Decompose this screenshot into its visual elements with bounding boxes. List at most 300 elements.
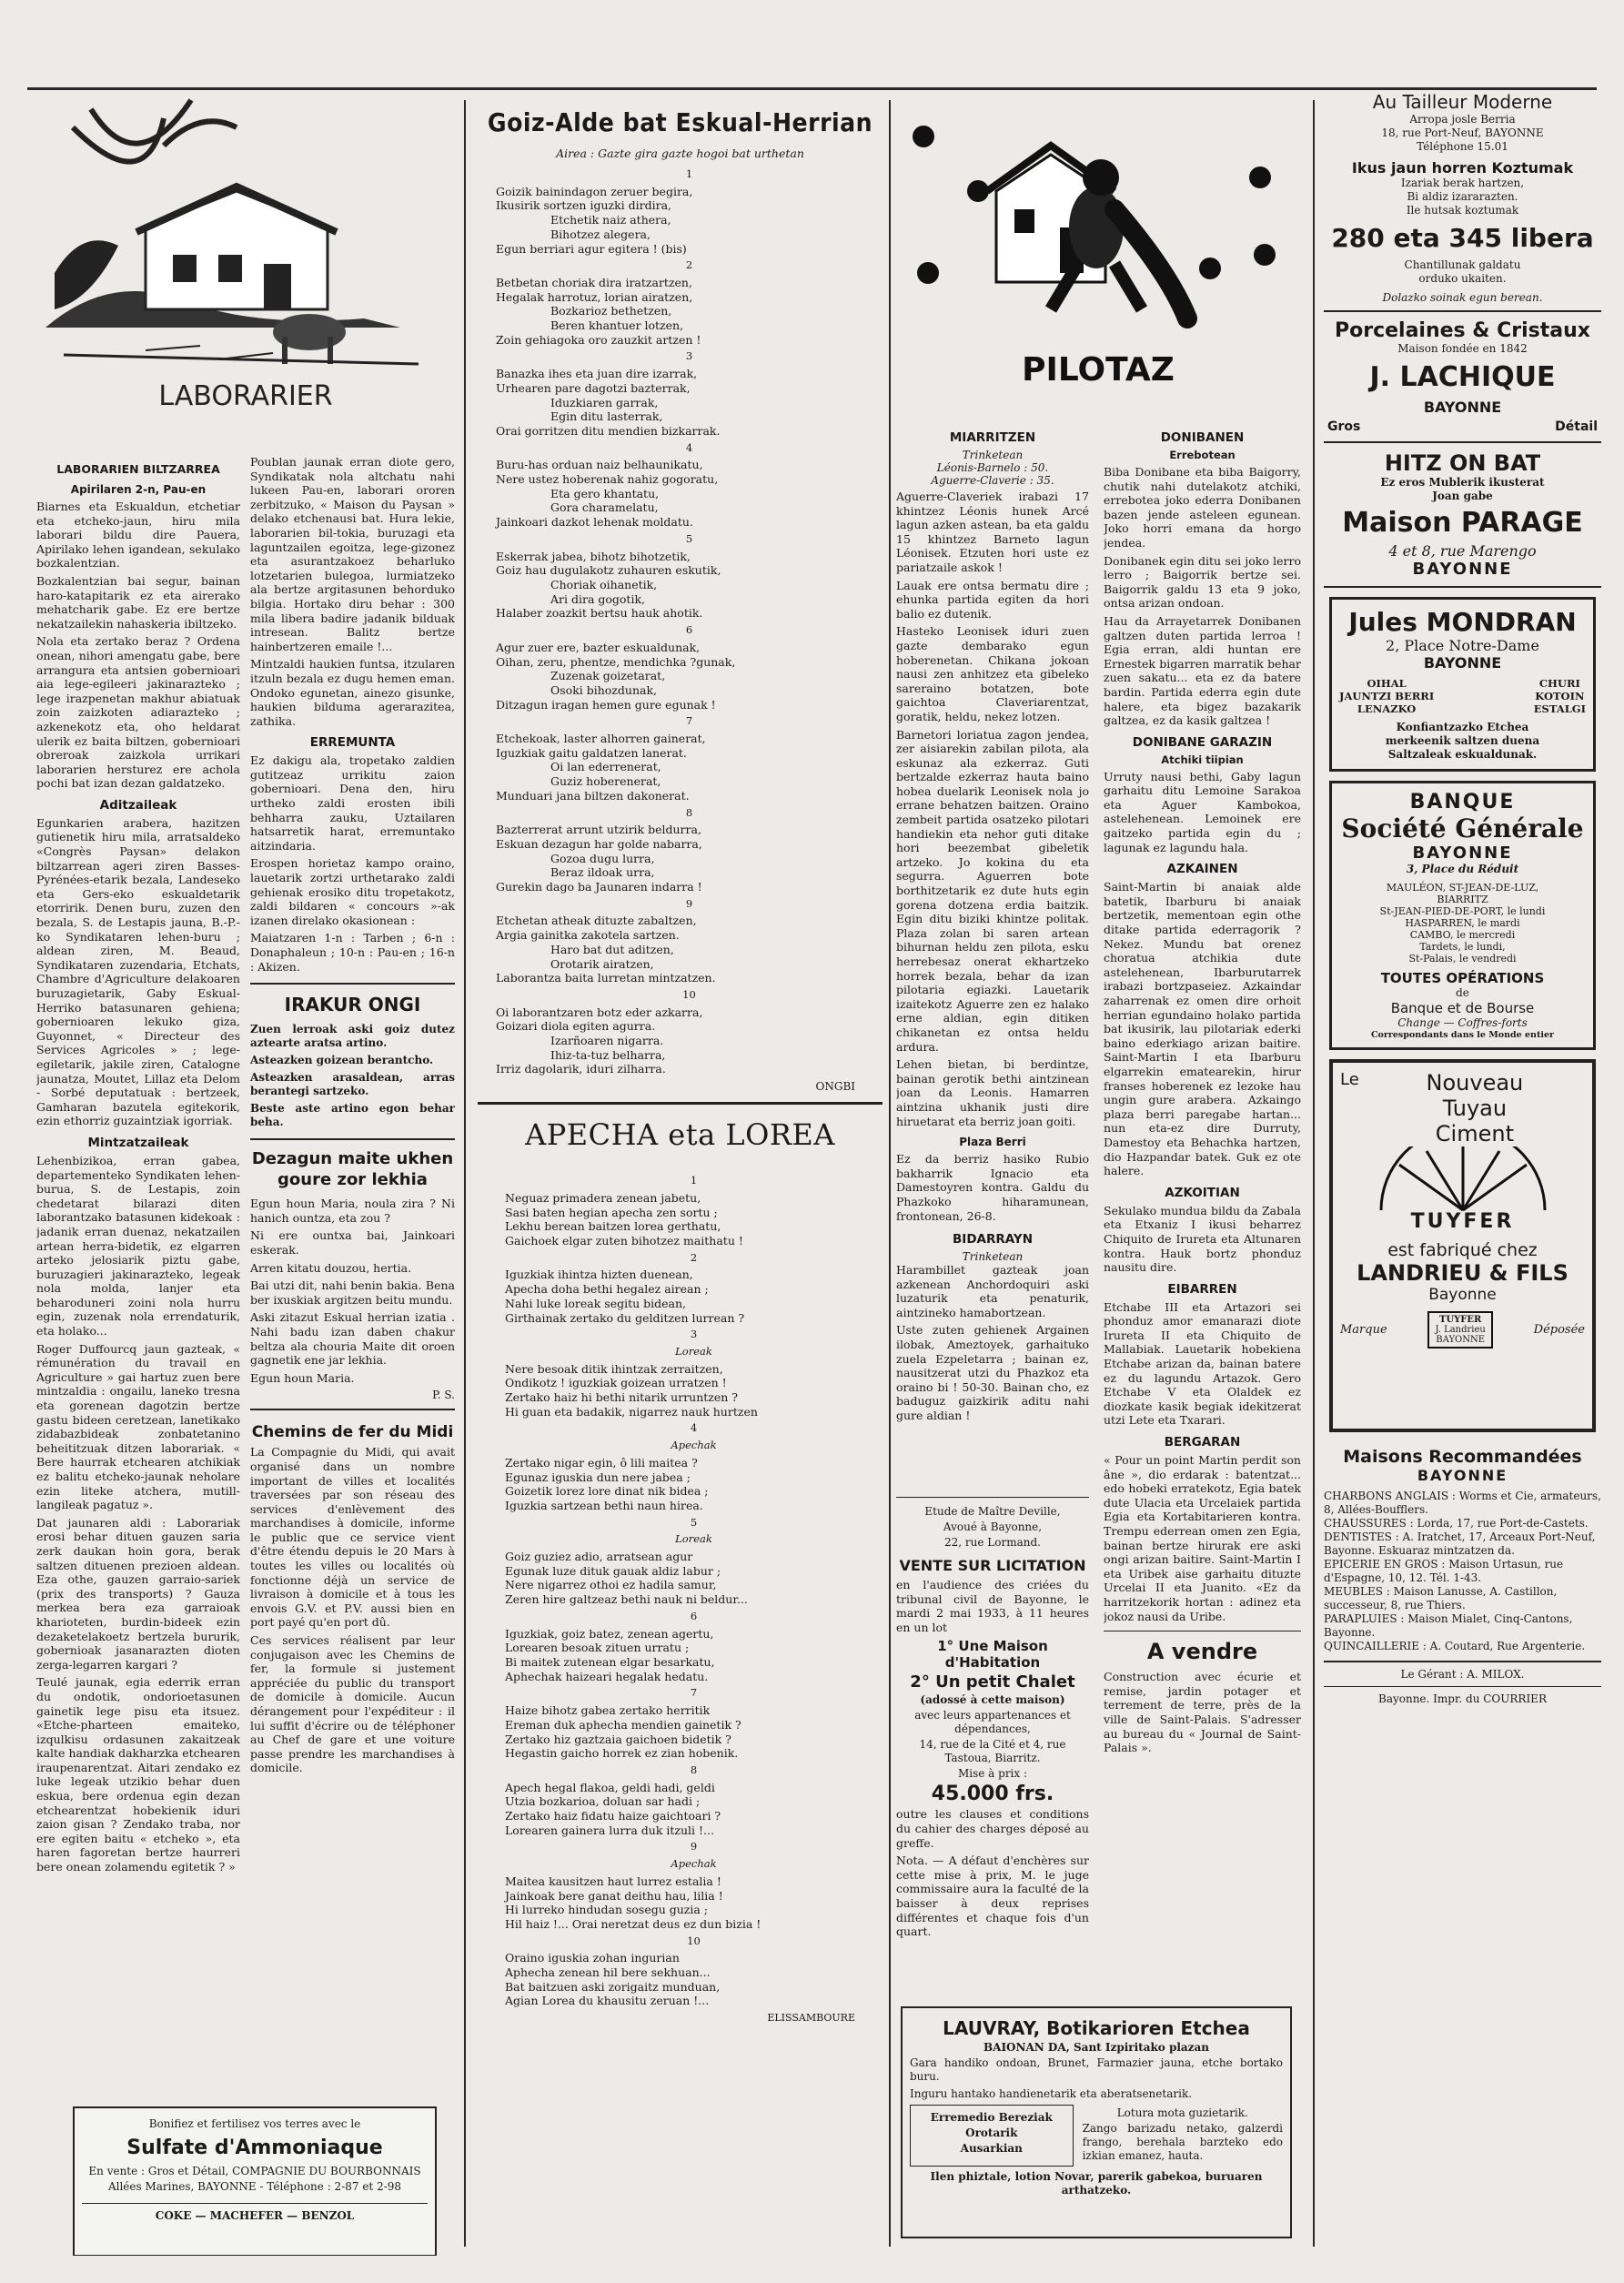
ad-line: Tuyau (1442, 1096, 1508, 1121)
ad-title: HITZ ON BAT (1384, 450, 1541, 476)
ad-line: Joan gabe (1432, 490, 1493, 502)
stanza-speaker: Loreak (675, 1344, 712, 1358)
ad-line: HASPARREN, le mardi (1405, 917, 1520, 929)
miarritzen-article (896, 423, 1089, 1488)
donibanen-article (1104, 423, 1301, 2079)
verse-line: Betbetan choriak dira iratzartzen, (496, 275, 692, 289)
column-divider (464, 100, 466, 2247)
sulfate-ad (73, 2106, 437, 2256)
verse-line: Ereman duk aphecha mendien gainetik ? (505, 1717, 741, 1732)
ad-line: Banque et de Bourse (1390, 1000, 1535, 1016)
vente-title: VENTE SUR LICITATION (899, 1557, 1086, 1574)
ad-name: Société Générale (1341, 813, 1584, 843)
verse-line: Zeren hire galtzeaz bethi nauk ni beldur... (505, 1592, 748, 1607)
stanza-number: 1 (690, 1174, 698, 1187)
verse-line: Goizari diola egiten agurra. (496, 1019, 656, 1034)
paragraph: Maiatzaren 1-n : Tarben ; 6-n : Donaphaleun ; 10-n : Pau-en ; 16-n : Akizen. (250, 931, 455, 974)
ad-line: Ilen phiztale, lotion Novar, parerik gabekoa, buruaren arthatzeko. (930, 2170, 1263, 2197)
ad-line: Change — Coffres-forts (1397, 1016, 1528, 1029)
irakur-line: Asteazken arasaldean, arras berantegi sartzeko. (250, 1071, 455, 1098)
tuyau-words (1365, 1070, 1585, 1147)
avendre-box (1104, 1631, 1301, 1755)
paragraph: Mintzaldi haukien funtsa, itzularen itzuln bezala ez dugu hemen eman. Ondoko egunetan, ainezo gisunke, haukien bilduma agerarazitea, zathika. (250, 657, 455, 728)
ad-line: Ez eros Mublerik ikusterat (1380, 476, 1545, 489)
verse-line: Beren khantuer lotzen, (550, 318, 684, 333)
section-heading: Aditzaileak (99, 797, 177, 813)
verse-line: Iguzkiak, goiz batez, zenean agertu, (505, 1626, 714, 1641)
list-item: CHAUSSURES : Lorda, 17, rue Port-de-Castets. (1324, 1517, 1589, 1530)
verse-line: Utzia bozkarioa, doluan sar hadi ; (505, 1794, 701, 1809)
verse-line: Agur zuer ere, bazter eskualdunak, (496, 640, 701, 654)
verse-line: Iduzkiaren garrak, (550, 395, 659, 409)
ad-line: Mise à prix : (957, 1767, 1028, 1781)
verse-line: Bozkarioz bethetzen, (550, 304, 672, 318)
ad-line: (adossé à cette maison) (920, 1693, 1065, 1707)
verse-line: Aphecha zenean hil bere sekhuan... (505, 1965, 711, 1980)
subheading: Atchiki tiipian (1161, 753, 1244, 766)
mondran-ad (1329, 597, 1596, 772)
verse-line: Etchetan atheak dituzte zabaltzen, (496, 914, 697, 928)
tuyau-footer (1340, 1311, 1585, 1349)
ad-line: BAIONAN DA, Sant Izpiritako plazan (983, 2041, 1209, 2054)
apecha-box (478, 1102, 883, 2024)
verse-line: Gurekin dago ba Jaunaren indarra ! (496, 880, 702, 894)
ad-title: LAUVRAY, Botikarioren Etchea (943, 2017, 1250, 2039)
list-item: QUINCAILLERIE : A. Coutard, Rue Argenterie. (1324, 1640, 1586, 1652)
apecha-stanzas (478, 1174, 883, 2008)
verse-line: Oi laborantzaren botz eder azkarra, (496, 1005, 703, 1019)
poem-stanzas (478, 167, 883, 1076)
paragraph: Donibanek egin ditu sei joko lerro lerro ; Baigorrik bertze sei. Baigorrik galdu 13 eta 9 joko, ontsa arizan ondoan. (1104, 553, 1301, 611)
paragraph: Harambillet gazteak joan azkenean Anchordoquiri aski luzaturik eta penaturik, aintzineko hamabortzean. (896, 1263, 1089, 1319)
verse-line: Goiz guziez adio, arratsean agur (505, 1550, 693, 1564)
ad-line: Bonifiez et fertilisez vos terres avec le (148, 2117, 361, 2130)
verse-line: Osoki bihozdunak, (550, 682, 657, 697)
dezagun-title: goure zor lekhia (277, 1170, 428, 1190)
paragraph: Ez da berriz hasiko Rubio bakharrik Ignacio eta Damestoyren kontra. Galdu du Phazkoko hiharamunean, frontonean, 26-8. (896, 1152, 1089, 1223)
verse-line: Hi lurreko hindudan sosegu guzia ; (505, 1903, 709, 1917)
paragraph: en l'audience des criées du tribunal civil de Bayonne, le mardi 2 mai 1933, à 11 heures en un lot (896, 1578, 1089, 1634)
verse-line: Egunaz iguskia dun nere jabea ; (505, 1470, 691, 1484)
stanza-number: 1 (685, 167, 693, 180)
ad-name: J. LACHIQUE (1369, 361, 1556, 393)
dezagun-title: Dezagun maite ukhen (251, 1149, 454, 1169)
verse-line: Haro bat dut aditzen, (550, 942, 674, 956)
ad-title: Maisons Recommandées (1343, 1447, 1582, 1467)
paragraph: Nola eta zertako beraz ? Ordena onean, nihori amengatu gabe, bere arrangura eta antsien gobernioari aiа lege-egileeri jakinarazteko ; lege irazpenetan makhur abiatuak zoin zaizkoten adiarazteko ; azkenekotz eta, oho heldarat ulerik ez baita biltzen, gobernioari obreroak zaizkola urrikari laborarien hersturez ere achola pochi bat izan dezan galdatzeko. (36, 634, 240, 791)
verse-line: Oi lan ederrenerat, (550, 760, 661, 774)
list-item: EPICERIE EN GROS : Maison Urtasun, rue d'Espagne, 10, 12. Tél. 1-43. (1324, 1558, 1564, 1584)
art-title: LABORARIER (158, 380, 333, 412)
paragraph: Barnetori loriatua zagon jendea, zer aisiarekin zabilan pilota, ala eskunaz ala ezkerraz. Guti bertzalde ezkerraz hauta baino hobea duelarik Leonisek nola jo errane behatzen baitzen. Oraino zembeit partida osatzeko pilotari handiekin eta nehor guti ditake hori beezembat gibeletik artzeko. Jo kokina du eta segurra. Aguerren bote borthitzetarik ez dute huts egin gorena dotzena erdia baitzik. Egin ditu biziki khintze politak. Plaza zolan bi saren artean bihurnan heldu zen pilota, esku herrebesaz onerat ekhartzeko horrek bezala, behar da izan pilotaria egiazki. Lauetarik izaitekotz Aguerre zen ez halako erne aldian, egin ditiken chikanetan ez ontsa heldu ardura. (896, 727, 1089, 1054)
poem-air: Airea : Gazte gira gazte hogoi bat urthetan (556, 146, 804, 160)
ad-line: Izariak berak hartzen, (1400, 177, 1525, 189)
ad-line: Nouveau (1426, 1070, 1524, 1096)
paragraph: Lehen bietan, bi berdintze, bainan gerotik bethi aintzinean joan da Leonis. Hamarren aintzina ukhanik justi dire hiruetarat eta berriz joan goiti. (896, 1057, 1089, 1128)
paragraph: Roger Duffourcq jaun gazteak, « rémunération du travail en Agriculture » gai hartuz zuen bere mintzaldia : ongailu, laneko tresna eta gorenean dagotzin bertze gastu bideen ceretzean, lanetikako zidabazbideak zonbatetanino beheititzuak ditzen laborariak. « Bere haurrak etchearen atchikiak ez balitu etcheko-jaunak neholare ezin liteke atchera, mutill-langileak pagatuz ». (36, 1341, 240, 1512)
pelota-illustration (896, 91, 1301, 400)
banque-ad (1329, 781, 1596, 1050)
ad-line: Déposée (1533, 1323, 1585, 1337)
section-heading: BERGARAN (1164, 1435, 1241, 1450)
ad-line: St-JEAN-PIED-DE-PORT, le lundi (1379, 905, 1546, 917)
ad-line: Ikus jaun horren Koztumak (1351, 159, 1574, 177)
ad-line: Détail (1555, 419, 1598, 434)
stanza-number: 6 (690, 1609, 698, 1622)
score: Aguerre-Claverie : 35. (931, 474, 1054, 487)
ad-name: Maison PARAGE (1342, 507, 1583, 539)
gros-detail-row (1324, 416, 1601, 434)
ad-line: 4 et 8, rue Marengo (1388, 542, 1537, 560)
verse-line: Aphechak haizeari hegalak hedatu. (505, 1669, 709, 1683)
poem-title: Goiz-Alde bat Eskual-Herrian (487, 107, 873, 137)
ad-line: avec leurs appartenances et dépendances, (914, 1709, 1071, 1736)
paragraph: La Compagnie du Midi, qui avait organisé dans un nombre important de villes et localités traversées par son réseau des services d'enlèvement des marchandises à domicile, informe le public que ce service vient d'être étendu depuis le 20 Mars à toutes les villes ou localités où fonctionne déjà un service de livraison à domicile et à tous les envois G.V. et P.V. aussi bien en port payé qu'en port dû. (250, 1445, 455, 1630)
ad-line: Maison fondée en 1842 (1397, 342, 1528, 355)
subheading: Errebotean (1169, 449, 1236, 461)
hitz-ad (1324, 443, 1601, 588)
right-subcolumn (250, 455, 455, 2166)
stanza-number: 5 (690, 1515, 698, 1529)
ad-name: Jules MONDRAN (1348, 607, 1577, 637)
verse-line: Goizetik lorez lore dinat nik bidea ; (505, 1484, 709, 1499)
paragraph: Nota. — A défaut d'enchères sur cette mise à prix, M. le juge commissaire aura la faculté de la baisser à deux reprises différentes et chaque fois d'un quart. (896, 1854, 1089, 1939)
verse-line: Zertako haiz fidatu haize gaichtoari ? (505, 1809, 721, 1823)
lauvray-ad (901, 2006, 1292, 2238)
verse-line: Apech hegal flakoa, geldi hadi, geldi (505, 1780, 715, 1794)
column-laborarier (36, 91, 455, 2256)
product: OIHAL (1367, 677, 1407, 690)
paragraph: Sekulako mundua bildu da Zabala eta Etxaniz I ikusi beharrez Chiquito de Irureta eta Altunaren kontra. Hauk bortz phonduz nausitu dire. (1104, 1203, 1301, 1275)
paragraph: outre les clauses et conditions du cahier des charges déposé au greffe. (896, 1807, 1089, 1850)
product-col (1534, 677, 1586, 715)
ad-line: BAYONNE (1423, 399, 1502, 416)
product: LENAZKO (1357, 702, 1417, 715)
verse-line: Iguzkiak gaitu galdatzen lanerat. (496, 745, 687, 760)
tailleur-ad (1324, 91, 1601, 312)
signature: P. S. (432, 1389, 455, 1402)
chemins-title: Chemins de fer du Midi (251, 1423, 454, 1442)
section-heading: Mintzatzaileak (87, 1135, 189, 1150)
paragraph: Biba Donibane eta biba Baigorry, chutik nahi dutelakotz atchiki, errebotea joko ederra Donibanen bazen jende asteleen egunean. Joko horri emana da horgo jendea. (1104, 465, 1301, 550)
verse-line: Iguzkiak ihintza hizten duenean, (505, 1268, 693, 1282)
paragraph: Dat jaunaren aldi : Laborariak erosi behar dituen gauzen saria zerk daukan hoin gora, berak saltzen dituenen prezioen aldean. Eza othe, gauzen garraio-sariek (prix des transports) ? Gauza merkea bera eza garraioak kharioteten, burdin-bideek ezin dezaketelakoetz bertzela bururik, gobernioak jasanarazten dioten zerga-legarren kargari ? (36, 1515, 240, 1672)
section-heading: LABORARIEN BILTZARREA (56, 462, 220, 476)
section-heading: Plaza Berri (959, 1136, 1026, 1149)
verse-line: Banazka ihes eta juan dire izarrak, (496, 367, 698, 381)
stanza-number: 2 (690, 1250, 698, 1264)
verse-line: Urhearen pare dagotzi bazterrak, (496, 380, 691, 395)
verse-line: Gaichoek elgar zuten bihotzez maithatu ! (505, 1234, 743, 1248)
verse-line: Bazterrerat arrunt utzirik beldurra, (496, 823, 701, 837)
verse-line: Eskuan dezagun har golde nabarra, (496, 836, 702, 851)
paragraph: Saint-Martin bi anaiak alde batetik, Ibarburu bi anaiak bertzetik, mementoan egin othe ditake partida ederragorik ? Nekez. Mundu bat orenez choratua atchikia dute astelehenean, Ibarburutarrek irabazi bortzpaseiez. Azkaindar zaharrenak ez omen dire orhoit herrian egundaino holako partida bat ikusirik, lau pilotariak ederki baino ederkiago arizan baitire. Saint-Martin I eta Ibarburu elgarrekin ematearekin, hirur franses hoberenek ez lezoke hau ungin gure arabera. Azkaingo plaza berri paregabe hartan... nun eta-ez dire Durruty, Damestoy eta Behachka hartzen, dio Hazpandar batek. Guk ez ote halere. (1104, 880, 1301, 1178)
ad-line: 22, rue Lormand. (944, 1536, 1041, 1549)
product: CHURI (1538, 677, 1580, 690)
paragraph: Bai utzi dit, nahi benin bakia. Bena ber ixuskiak argitzen beitu mundu. (250, 1278, 455, 1307)
verse-line: Izarñoaren nigarra. (550, 1034, 664, 1048)
paragraph: Urruty nausi bethi, Gaby lagun garhaitu ditu Lemoine Sarakoa eta Aguer Kambokoa, astelehenean. Lemoinek ere gaitzeko partida egin du ; lagunak ez lagundu hala. (1104, 769, 1301, 854)
section-subheading: Apirilaren 2-n, Pau-en (70, 483, 207, 496)
signature: ONGBI (815, 1080, 855, 1094)
ad-title: Sulfate d'Ammoniaque (126, 2137, 383, 2159)
stanza-speaker: Loreak (675, 1532, 712, 1546)
ad-line: Erremedio Bereziak (930, 2111, 1053, 2124)
ad-line: Saltzaleak eskualdunak. (1387, 748, 1538, 761)
ad-line: Gros (1327, 419, 1361, 434)
verse-line: Nahi luke loreak segitu bidean, (505, 1296, 687, 1310)
ad-line: Lotura mota guzietarik. (1116, 2106, 1248, 2119)
verse-line: Lorearen besoak zituen urratu ; (505, 1641, 690, 1655)
ad-line: Etude de Maître Deville, (924, 1505, 1061, 1518)
ad-line: Arropa josle Berria (1409, 113, 1516, 126)
ad-line: 3, Place du Réduit (1406, 863, 1519, 875)
imprimerie: Bayonne. Impr. du COURRIER (1324, 1686, 1601, 1705)
verse-line: Egin ditu lasterrak, (550, 409, 663, 424)
verse-line: Ditzagun iragan hemen gure egunak ! (496, 697, 716, 712)
section-heading: MIARRITZEN (949, 430, 1036, 445)
ad-line: Ile hutsak koztumak (1406, 204, 1519, 217)
verse-line: Irriz dagolarik, iduri zilharra. (496, 1062, 666, 1076)
ad-line: Dolazko soinak egun berean. (1382, 291, 1543, 304)
lauvray-body (910, 2105, 1283, 2167)
verse-line: Egun berriari agur egitera ! (bis) (496, 241, 687, 256)
verse-line: Halaber zoazkit bertsu hauk ahotik. (496, 606, 703, 621)
top-rule (27, 87, 1597, 90)
paragraph: Hau da Arrayetarrek Donibanen galtzen duten partida lerroa ! Egia erran, aldi huntan ere Ernestek bigarren marratik behar zuen sakatu... eta ez da batere bardin. Partida ederra egin dute halere, eta bigez bazakarik galtzea, ez da kasik galtzea ! (1104, 613, 1301, 728)
stanza-number: 2 (685, 258, 693, 272)
paragraph: Bozkalentzian bai segur, bainan haro-katapitarik ez eta airerako mehatcharik gabe. Ez ere bertze nekatzailekin nahaskeria ibiltzeko. (36, 573, 240, 631)
ad-line: merkeenik saltzen duena (1385, 734, 1540, 747)
ad-line: Chantillunak galdatu (1404, 258, 1521, 271)
verse-line: Ari dira gogotik, (550, 591, 645, 606)
verse-line: Haize bihotz gabea zertako herritik (505, 1703, 711, 1718)
paragraph: Egun houn Maria, noula zira ? Ni hanich ountza, eta zou ? (250, 1197, 455, 1225)
stanza-number: 7 (685, 714, 693, 728)
paragraph: Lauak ere ontsa bermatu dire ; ehunka partida egiten da hori balio ez dutenik. (896, 578, 1089, 621)
list-item: CHARBONS ANGLAIS : Worms et Cie, armateurs, 8, Allées-Boufflers. (1324, 1490, 1601, 1516)
ad-line: BAYONNE (1417, 1467, 1508, 1484)
stanza-speaker: Apechak (671, 1857, 717, 1871)
verse-line: Etchekoak, laster alhorren gainerat, (496, 732, 706, 746)
ad-line: LANDRIEU & FILS (1357, 1260, 1569, 1286)
stanza-number: 5 (685, 531, 693, 545)
ad-title: Au Tailleur Moderne (1372, 91, 1553, 113)
stanza-number: 6 (685, 623, 693, 637)
paragraph: Construction avec écurie et remise, jardin potager et terrement de terre, près de la ville de Saint-Palais. S'adresser au bureau du « Journal de Saint-Palais ». (1104, 1670, 1301, 1755)
verse-line: Oraino iguskia zohan ingurian (505, 1951, 680, 1965)
verse-line: Zertako hiz gaztzaia gaichoen bidetik ? (505, 1732, 731, 1746)
verse-line: Lorearen gainera lurra duk itzuli !... (505, 1823, 714, 1837)
ad-line: Le (1340, 1070, 1359, 1089)
stamp-line: J. Landrieu (1435, 1325, 1486, 1335)
stanza-speaker: Apechak (671, 1439, 717, 1452)
paragraph: « Pour un point Martin perdit son âne », dio erdarak : batentzat... edo hobeki erratekotz, Egia batek dute Ulacia eta Urcelaiek partida Egia eta Kortabitarieren kontra. Trempu ederrean omen zen Egia, bainan bertze hirurak ere aski ongi arizan baitire. Saint-Martin I eta Uribek aise garhaitu dituzte Urcelai II eta Juanito. «Ez da harritzekorik hortan : adinez eta jokoz nausi da Uribe. (1104, 1453, 1301, 1623)
ad-line: est fabriqué chez (1387, 1240, 1538, 1260)
verse-line: Goiz hau dugulakotz zuhauren eskutik, (496, 563, 721, 578)
mondran-products (1339, 677, 1586, 715)
stanza-number: 10 (687, 1934, 701, 1947)
vente-lot: 2° Un petit Chalet (910, 1672, 1075, 1692)
ad-line: COKE — MACHEFER — BENZOL (82, 2203, 428, 2223)
ad-line: Allées Marines, BAYONNE - Téléphone : 2-87 et 2-98 (107, 2180, 402, 2193)
ad-line: Avoué à Bayonne, (943, 1520, 1043, 1533)
section-heading: DONIBANEN (1160, 430, 1245, 445)
verse-line: Eta gero khantatu, (550, 486, 660, 500)
product: KOTOIN (1535, 690, 1585, 702)
irakur-line: Beste aste artino egon behar beha. (250, 1102, 455, 1129)
list-item: MEUBLES : Maison Lanusse, A. Castillon, successeur, 8, rue Thiers. (1324, 1585, 1558, 1611)
stanza-number: 3 (690, 1328, 698, 1341)
ad-line: BAYONNE (1423, 654, 1502, 672)
verse-line: Zoin gehiagoka oro zauzkit artzen ! (496, 332, 701, 347)
irakur-box (250, 983, 455, 1140)
verse-line: Munduari jana biltzen dakonerat. (496, 788, 690, 803)
verse-line: Guziz hoberenerat, (550, 774, 661, 789)
list-item: PARAPLUIES : Maison Mialet, Cinq-Cantons, Bayonne. (1324, 1612, 1573, 1639)
ad-line: En vente : Gros et Détail, COMPAGNIE DU BOURBONNAIS (88, 2165, 421, 2177)
verse-line: Zertako haiz hi bethi nitarik urruntzen ? (505, 1390, 739, 1405)
paragraph: Etchabe III eta Artazori sei phonduz amor emanarazi diote Irureta II eta Chiquito de Mallabiak. Lauetarik hobekiena Etchabe arizan da, bainan batere ez du lagundu Artazok. Gero Etchabe V eta Olaldek ez diozkate kasik begiak idekitzerat utzi Lete eta Txarari. (1104, 1299, 1301, 1428)
stanza-number: 10 (682, 987, 696, 1001)
stamp-line: BAYONNE (1436, 1335, 1486, 1345)
verse-line: Nere besoak ditik ihintzak zerraitzen, (505, 1361, 723, 1376)
product-col (1339, 677, 1434, 715)
verse-line: Oihan, zeru, phentze, mendichka ?gunak, (496, 654, 736, 669)
verse-line: Laborantza baita lurretan mintzatzen. (496, 971, 716, 985)
verse-line: Zuzenak goizetarat, (550, 669, 666, 683)
section-heading: AZKOITIAN (1165, 1185, 1240, 1200)
signature: ELISSAMBOURE (767, 2012, 855, 2025)
ad-line: Tardets, le lundi, (1419, 941, 1506, 953)
verse-line: Bi maitek zutenean elgar besarkatu, (505, 1654, 715, 1669)
ad-line: Ciment (1435, 1121, 1514, 1147)
verse-line: Lekhu berean baitzen lorea gerthatu, (505, 1219, 721, 1234)
section-heading: ERREMUNTA (309, 735, 396, 751)
verse-line: Apecha doha bethi hegalez airean ; (505, 1282, 709, 1297)
stanza-number: 9 (690, 1840, 698, 1854)
verse-line: Eskerrak jabea, bihotz bihotzetik, (496, 549, 691, 563)
ad-line: MAULÉON, ST-JEAN-DE-LUZ, (1386, 882, 1539, 894)
ad-line: 18, rue Port-Neuf, BAYONNE (1381, 126, 1544, 139)
verse-line: Buru-has orduan naiz belhaunikatu, (496, 458, 703, 472)
paragraph: Arren kitatu douzou, hertia. (250, 1260, 412, 1275)
paragraph: Ez dakigu ala, tropetako zaldien gutitzeaz urrikitu zaion gobernioari. Dena den, hiru urtheko zaldi erosten ibili behharra zauku, Uztailaren hatsarretik harat, erremuntako aitzindaria. (250, 753, 455, 853)
ad-line: BAYONNE (1412, 843, 1513, 863)
ad-line: 2, Place Notre-Dame (1386, 637, 1539, 654)
gerant: Le Gérant : A. MILOX. (1324, 1661, 1601, 1681)
paragraph: Hasteko Leonisek iduri zuen gazte dembarako egun hoberenetan. Chikana jokoan nausi zen anhitzez eta gibeleko sareraino botatzen, bote gaichtoa Claveriarentzat, goratik, heldu, nekez lotzen. (896, 624, 1089, 723)
paragraph: Zango barizadu netako, galzerdi frango, berehala barzteko edo izkian emanez, hauta. (1082, 2122, 1283, 2162)
verse-line: Gora charamelatu, (550, 500, 659, 515)
paragraph: Biarnes eta Eskualdun, etchetiar eta etcheko-jaun, hiru mila laborari bildu dire Pauera, Apirilako lehen igandean, sekulako bozkalentzian. (36, 500, 240, 571)
score: Léonis-Barnelo : 50. (936, 461, 1049, 474)
verse-line: Bihotzez alegera, (550, 227, 651, 241)
stanza-number: 7 (690, 1686, 698, 1700)
vente-price: 45.000 frs. (931, 1783, 1054, 1806)
verse-line: Hil haiz !... Orai neretzat deus ez dun bizia ! (505, 1916, 762, 1931)
remedies-text (1083, 2105, 1283, 2167)
vente-notice (896, 1497, 1089, 1995)
ad-line: Marque (1340, 1323, 1387, 1337)
verse-line: Ikusirik sortzen iguzki dirdira, (496, 198, 671, 213)
ad-line: St-Palais, le vendredi (1408, 953, 1517, 965)
verse-line: Girthainak zertako du gelditzen lurrean ? (505, 1310, 745, 1325)
verse-line: Orotarik airatzen, (550, 956, 654, 971)
irakur-line: Zuen lerroak aski goiz dutez aztearte aratsa artino. (250, 1023, 455, 1050)
verse-line: Jainkoak bere ganat deithu hau, lilia ! (505, 1888, 723, 1903)
stanza-number: 4 (690, 1421, 698, 1435)
ad-line: Bi aldiz izararazten. (1407, 190, 1518, 203)
paragraph: Poublan jaunak erran diote gero, Syndikatak nola altchatu nahi lukeen Pau-en, laborari ororen zerbitzuko, « Maison du Paysan » delako etchenausi bat. Hura lekie, laborarien bil-tokia, buruzagi eta laguntzailen egoitza, lege-gizonez eta asurantzakoez beharluko lotzetarien bulegoa, lurmiatzeko ala bertze argitasunen behorduko bilgia. Hortako diru behar : 300 mila libera badire jadanik bilduak intresean. Balitz bertze hainbertzeren emaile !... (250, 455, 455, 653)
ad-line: orduko ukaiten. (1418, 272, 1507, 285)
ad-title: BANQUE (1409, 791, 1516, 813)
ad-price: 280 eta 345 libera (1331, 223, 1594, 253)
maisons-list (1324, 1490, 1601, 1653)
section-heading: DONIBANE GARAZIN (1132, 734, 1273, 750)
tuyau-header (1340, 1070, 1585, 1147)
stamp-line: TUYFER (1439, 1315, 1482, 1325)
verse-line: Iguzkia sartzean bethi naun hirea. (505, 1498, 703, 1512)
stanza-number: 8 (690, 1763, 698, 1776)
verse-line: Etchetik naiz athera, (550, 213, 671, 227)
column-pilotaz (896, 91, 1301, 2256)
irakur-title: IRAKUR ONGI (284, 994, 421, 1016)
avendre-title: A vendre (1146, 1639, 1258, 1665)
verse-line: Bat baitzuen aski zorigaitz munduan, (505, 1979, 721, 1994)
stanza-number: 9 (685, 896, 693, 910)
verse-line: Choriak oihanetik, (550, 577, 658, 591)
paragraph: Inguru hantako handienetarik eta aberatsenetarik. (910, 2087, 1193, 2100)
verse-line: Ondikotz ! iguzkiak goizean urratzen ! (505, 1376, 727, 1390)
ad-line: Téléphone 15.01 (1417, 140, 1508, 153)
stanza-number: 8 (685, 805, 693, 819)
verse-line: Hegastin gaicho horrek ez zian hobenik. (505, 1746, 739, 1761)
paragraph: Egunkarien arabera, hazitzen gutienetik hiru mila, arratsaldeko «Congrès Paysan» delakon biltzarrean ageri ziren Basses-Pyrénées-etarik bezala, Landeseko eta Gers-eko eskualdetarik etorririk. Denen buru, zuzen den bezala, S. de Lestapis jauna, B.-P.-ko Syndikataren lehen-buru ; aldean ziren, M. Beaud, Syndikataren zuzendaria, Etchats, Chambre d'Agriculture delakoaren buruzagietarik, Gaby Eskual-Herriko batasunaren gehiena; gobernioaren lekuko giza, Guyonnet, « Directeur des Services Agricoles » ; lege-egiletarik, jakile ziren, Catalogne jaunatza, Moutet, Lillaz eta Delom - Sorbé deputatuak : bertzeek, Gamharan bazutela egitekorik, ezin ethorriz guzaintziak igorriak. (36, 815, 240, 1128)
verse-line: Ihiz-ta-tuz belharra, (550, 1047, 666, 1062)
ad-line: 14, rue de la Cité et 4, rue Tastoua, Biarritz. (919, 1738, 1066, 1765)
irakur-line: Asteazken goizean berantcho. (250, 1054, 434, 1067)
vente-lot: 1° Une Maison d'Habitation (937, 1638, 1048, 1672)
farm-illustration (36, 91, 455, 419)
verse-line: Nere nigarrez othoi ez hadila samur, (505, 1578, 717, 1592)
verse-line: Goizik bainindagon zeruer begira, (496, 184, 693, 198)
ad-line: TOUTES OPÉRATIONS (1380, 970, 1545, 986)
apecha-title: APECHA eta LOREA (525, 1117, 835, 1153)
list-item: DENTISTES : A. Iratchet, 17, Arceaux Port-Neuf, Bayonne. Eskuaraz mintzatzen da. (1324, 1530, 1596, 1557)
verse-line: Orai gorritzen ditu mendien bizkarrak. (496, 423, 721, 438)
ad-line: BAYONNE (1412, 560, 1513, 579)
verse-line: Neguaz primadera zenean jabetu, (505, 1190, 701, 1205)
verse-line: Beraz ildoak urra, (550, 865, 655, 880)
sunburst-icon (1363, 1147, 1563, 1219)
verse-line: Jainkoari dazkot lehenak moldatu. (496, 515, 693, 530)
biltzarrea-article (36, 455, 240, 2184)
column-poems (478, 91, 883, 2256)
ad-line: Orotarik (965, 2126, 1018, 2139)
porcelaines-ad (1324, 312, 1601, 443)
ad-line: CAMBO, le mercredi (1409, 929, 1516, 941)
verse-line: Agian Lorea du khausitu zeruan !... (505, 1994, 710, 2008)
verse-line: Maitea kausitzen haut lurrez estalia ! (505, 1874, 721, 1888)
verse-line: Hi guan eta badakik, nigarrez nauk hurtzen (505, 1404, 758, 1419)
column-divider (1313, 100, 1315, 2247)
product: ESTALGI (1533, 702, 1586, 715)
verse-line: Zertako nigar egin, ô lili maitea ? (505, 1455, 698, 1470)
paragraph: Ni ere ountxa bai, Jainkoari eskerak. (250, 1228, 455, 1257)
section-heading: EIBARREN (1167, 1281, 1237, 1297)
ad-line: BIARRITZ (1437, 894, 1488, 905)
